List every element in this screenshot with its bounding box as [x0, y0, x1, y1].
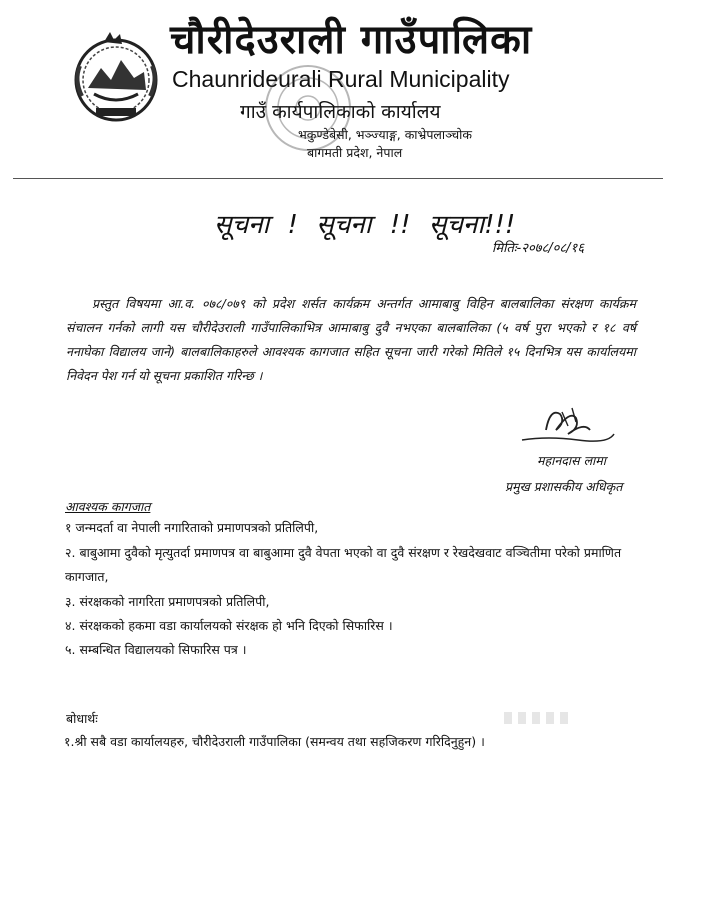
handwritten-signature-icon	[518, 400, 618, 450]
signatory-designation: प्रमुख प्रशासकीय अधिकृत	[505, 479, 623, 494]
header-divider	[13, 178, 663, 179]
municipality-title-english: Chaunrideurali Rural Municipality	[172, 66, 510, 92]
address-line-1: भकुण्डेबेसी, भञ्ज्याङ्ग, काभ्रेपलाञ्चोक	[298, 127, 472, 142]
required-document-item: ५. सम्बन्धित विद्यालयको सिफारिस पत्र ।	[65, 642, 247, 657]
notice-body: प्रस्तुत विषयमा आ.व. ०७८/०७९ को प्रदेश शर्सत कार्यक्रम अन्तर्गत आमाबाबु विहिन बालबालिका संरक्षण कार्यक्रम संचालन गर्नको लागी यस चौरीदेउराली गाउँपालिकाभित्र आमाबाबु दुवै नभएका बालबालिका (५ वर्ष पुरा भएको र १८ वर्ष ननाघेका विद्यालय जाने) बालबालिकाहरुले आवश्यक कागजात सहित सूचना जारी गरेको मितिले १५ दिनभित्र यस कार्यालयमा निवेदन पेश गर्न यो सूचना प्रकाशित गरिन्छ ।	[66, 296, 636, 383]
cc-item: १.श्री सबै वडा कार्यालयहरु, चौरीदेउराली गाउँपालिका (समन्वय तथा सहजिकरण गरिदिनुहुन) ।	[64, 734, 485, 749]
faint-stamp-mark	[504, 712, 574, 724]
nepal-emblem-icon	[66, 28, 166, 128]
required-document-item: १ जन्मदर्ता वा नेपाली नगारिताको प्रमाणपत्रको प्रतिलिपी,	[65, 520, 319, 535]
round-office-stamp-icon	[262, 62, 354, 154]
municipality-title-nepali: चौरीदेउराली गाउँपालिका	[170, 17, 533, 63]
signatory-name: महानदास लामा	[537, 453, 607, 468]
required-document-item: ३. संरक्षकको नागरिता प्रमाणपत्रको प्रतिलिपी,	[65, 594, 270, 609]
notice-heading: सूचना ! सूचना !! सूचना!!!	[214, 210, 516, 240]
office-name: गाउँ कार्यपालिकाको कार्यालय	[240, 101, 441, 123]
required-documents-heading: आवश्यक कागजात	[65, 499, 151, 514]
address-line-2: बागमती प्रदेश, नेपाल	[307, 145, 403, 160]
cc-heading: बोधार्थः	[66, 711, 98, 726]
notice-date: मितिः-२०७८/०८/१६	[492, 241, 585, 256]
required-document-item: ४. संरक्षकको हकमा वडा कार्यालयको संरक्षक हो भनि दिएको सिफारिस ।	[65, 618, 393, 633]
required-document-item: २. बाबुआमा दुवैको मृत्युतर्दा प्रमाणपत्र वा बाबुआमा दुवै वेपता भएको वा दुवै संरक्षण र रेखदेखवाट वञ्चितीमा परेको प्रमाणित कागजात,	[65, 545, 622, 584]
